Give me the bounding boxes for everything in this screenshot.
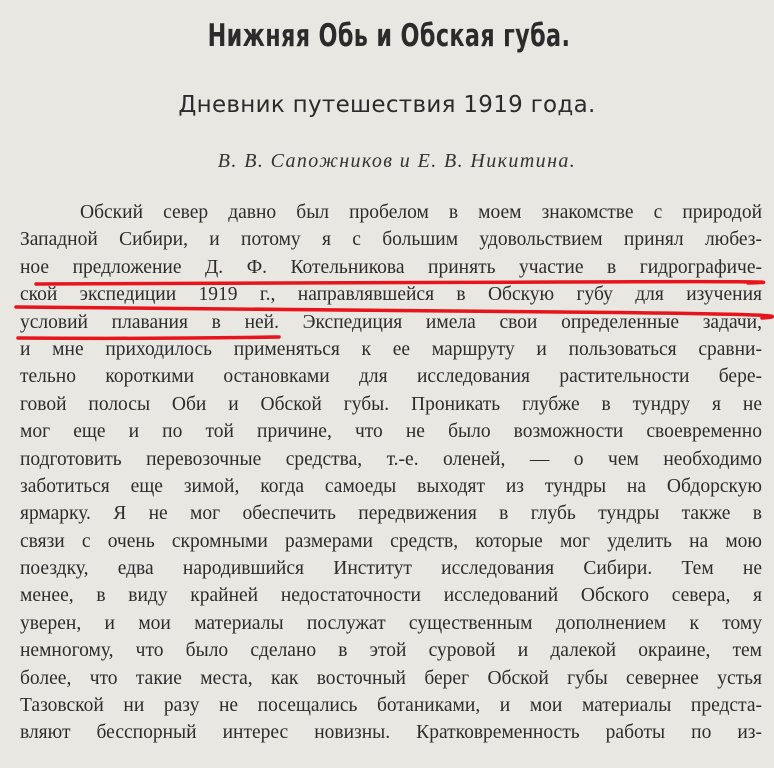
text-line: условий плавания в ней. Экспедиция имела свои определенные задачи, — [20, 311, 762, 333]
text-line: говой полосы Оби и Обской губы. Проникать глубже в тундру я не — [20, 393, 762, 415]
text-line: поездку, едва народившийся Институт исследования Сибири. Тем не — [20, 558, 762, 580]
text-line: заботиться еще зимой, когда самоеды выходят из тундры на Обдорскую — [20, 475, 762, 497]
text-line: ное предложение Д. Ф. Котельникова принять участие в гидрографиче- — [20, 256, 762, 278]
text-line: подготовить перевозочные средства, т.-е. оленей, — о чем необходимо — [20, 448, 762, 470]
text-line: и мне приходилось применяться к ее маршруту и пользоваться сравни- — [20, 338, 762, 360]
text-line: мог еще и по той причине, что не было возможности своевременно — [20, 421, 762, 443]
text-line: связи с очень скромными размерами средств, которые мог уделить на мою — [20, 530, 762, 552]
text-line: Тазовской ни разу не посещались ботаниками, и мои материалы предста- — [20, 695, 762, 717]
page-subtitle: Дневник путешествия 1919 года. — [178, 92, 596, 118]
text-line: тельно короткими остановками для исследования растительности бере- — [20, 366, 762, 388]
text-line: более, что такие места, как восточный берег Обской губы севернее устья — [20, 667, 762, 689]
text-line: вляют бесспорный интерес новизны. Кратковременность работы по из- — [20, 722, 762, 744]
text-line: менее, в виду крайней недостаточности исследований Обского севера, я — [20, 585, 762, 607]
text-line: ской экспедиции 1919 г., направлявшейся в Обскую губу для изучения — [20, 284, 762, 306]
authors-line: В. В. Сапожников и Е. В. Никитина. — [217, 150, 577, 172]
text-line: ярмарку. Я не мог обеспечить передвижения в глубь тундры также в — [20, 503, 762, 525]
text-line: Обский север давно был пробелом в моем знакомстве с природой — [80, 202, 762, 223]
page-title: Нижняя Обь и Обская губа. — [207, 18, 571, 54]
text-line: уверен, и мои материалы послужат существенным дополнением к тому — [20, 612, 762, 634]
text-line: немногому, что было сделано в этой суровой и далекой окраине, тем — [20, 640, 762, 662]
text-line: Западной Сибири, и потому я с большим удовольствием принял любез- — [20, 229, 762, 251]
body-paragraph — [20, 199, 762, 747]
